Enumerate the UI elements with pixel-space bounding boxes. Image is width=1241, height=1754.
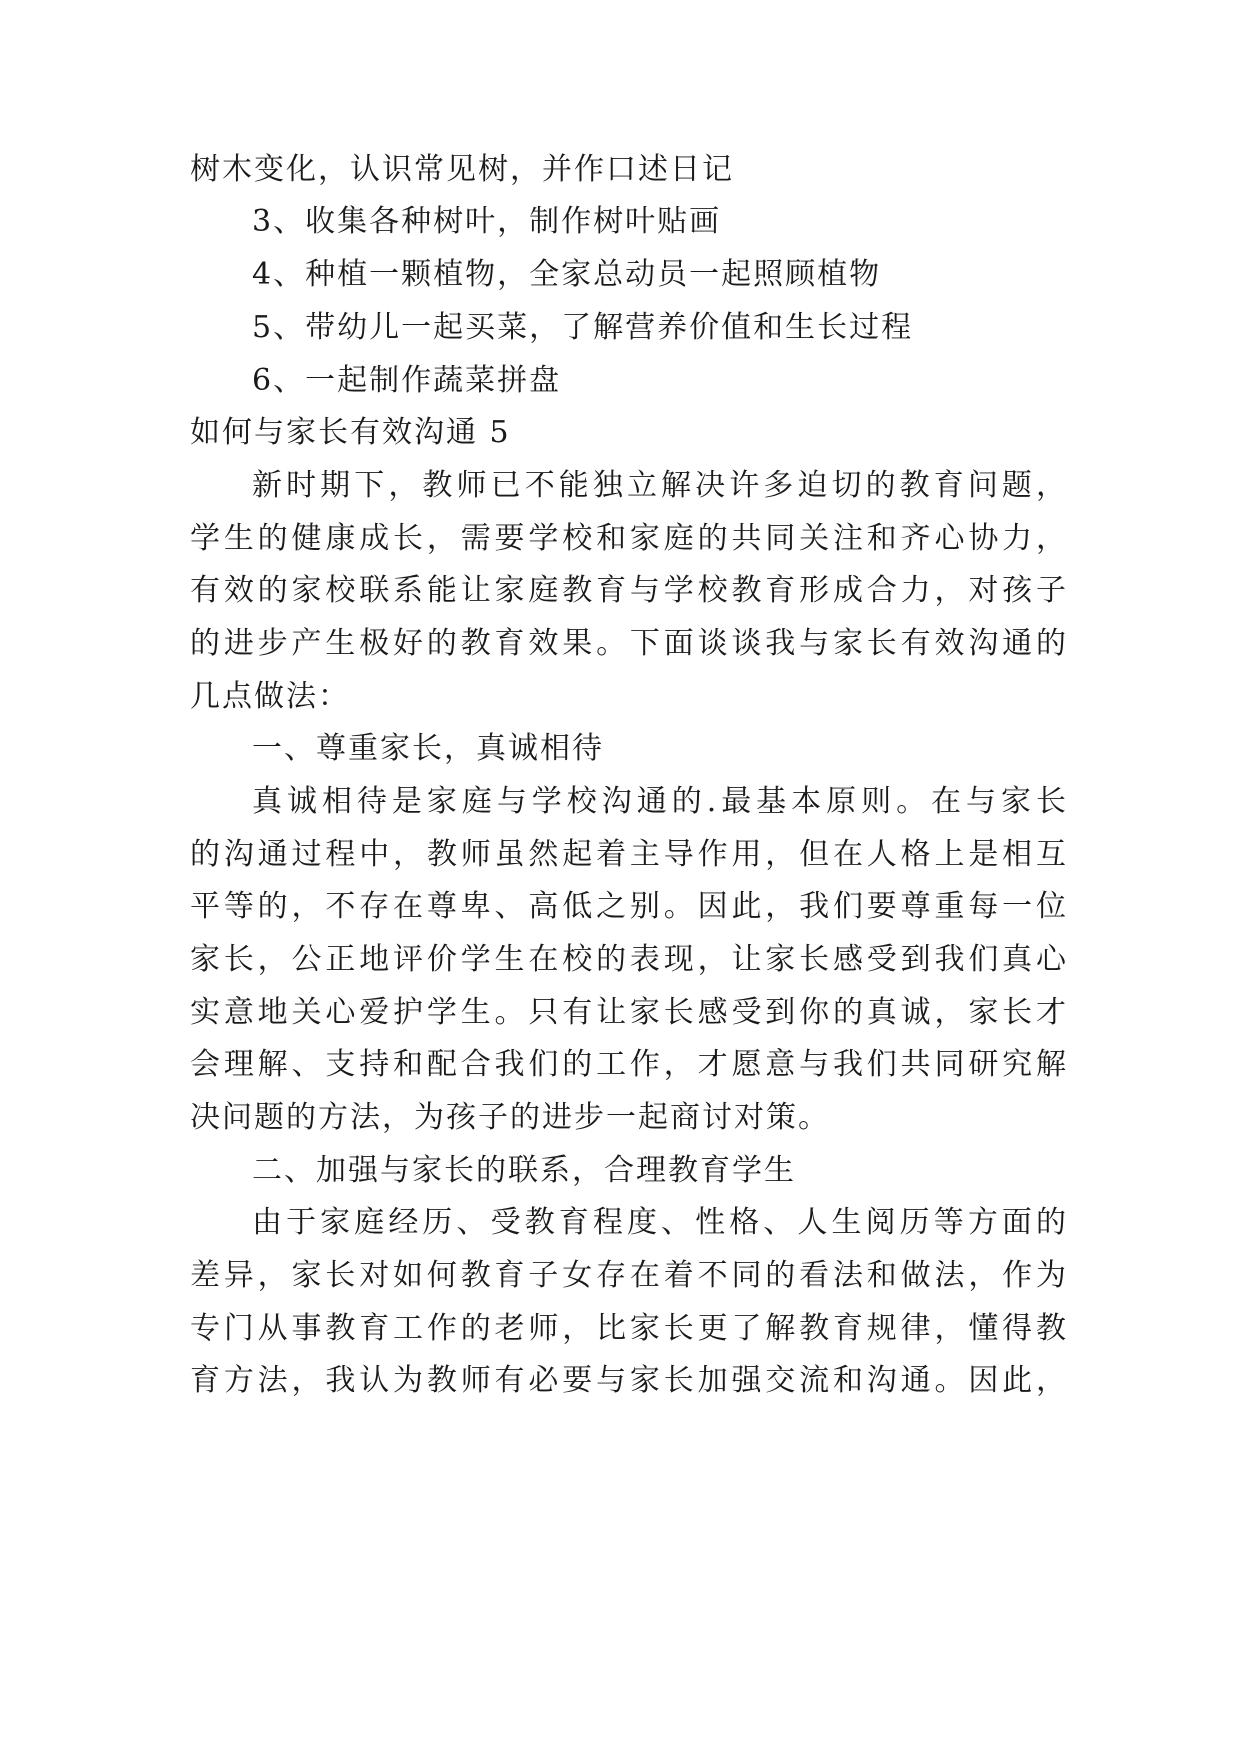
paragraph-line: 差异，家长对如何教育子女存在着不同的看法和做法，作为 [190, 1258, 1068, 1293]
paragraph-line: 的进步产生极好的教育效果。下面谈谈我与家长有效沟通的 [190, 626, 1068, 661]
paragraph-line: 有效的家校联系能让家庭教育与学校教育形成合力，对孩子 [190, 573, 1068, 608]
text-line: 树木变化，认识常见树，并作口述日记 [190, 152, 734, 187]
paragraph-line: 实意地关心爱护学生。只有让家长感受到你的真诚，家长才 [190, 995, 1068, 1030]
paragraph-line: 的沟通过程中，教师虽然起着主导作用，但在人格上是相互 [190, 837, 1068, 872]
subheading: 二、加强与家长的联系，合理教育学生 [252, 1153, 796, 1188]
paragraph-line: 几点做法： [190, 679, 350, 714]
paragraph-line: 由于家庭经历、受教育程度、性格、人生阅历等方面的 [252, 1205, 1068, 1240]
list-item: 6、一起制作蔬菜拼盘 [252, 363, 562, 398]
section-heading: 如何与家长有效沟通 5 [190, 415, 511, 450]
list-item: 3、收集各种树叶，制作树叶贴画 [252, 204, 722, 239]
paragraph-line: 新时期下，教师已不能独立解决许多迫切的教育问题， [252, 468, 1068, 503]
paragraph-line: 家长，公正地评价学生在校的表现，让家长感受到我们真心 [190, 942, 1068, 977]
paragraph-line: 决问题的方法，为孩子的进步一起商讨对策。 [190, 1100, 830, 1135]
paragraph-line: 育方法，我认为教师有必要与家长加强交流和沟通。因此， [190, 1363, 1068, 1398]
paragraph-line: 学生的健康成长，需要学校和家庭的共同关注和齐心协力， [190, 521, 1068, 556]
paragraph-line: 专门从事教育工作的老师，比家长更了解教育规律，懂得教 [190, 1311, 1068, 1346]
subheading: 一、尊重家长，真诚相待 [252, 731, 604, 766]
paragraph-line: 真诚相待是家庭与学校沟通的.最基本原则。在与家长 [252, 784, 1068, 819]
list-item: 5、带幼儿一起买菜，了解营养价值和生长过程 [252, 310, 914, 345]
list-item: 4、种植一颗植物，全家总动员一起照顾植物 [252, 257, 882, 292]
paragraph-line: 平等的，不存在尊卑、高低之别。因此，我们要尊重每一位 [190, 889, 1068, 924]
paragraph-line: 会理解、支持和配合我们的工作，才愿意与我们共同研究解 [190, 1047, 1068, 1082]
